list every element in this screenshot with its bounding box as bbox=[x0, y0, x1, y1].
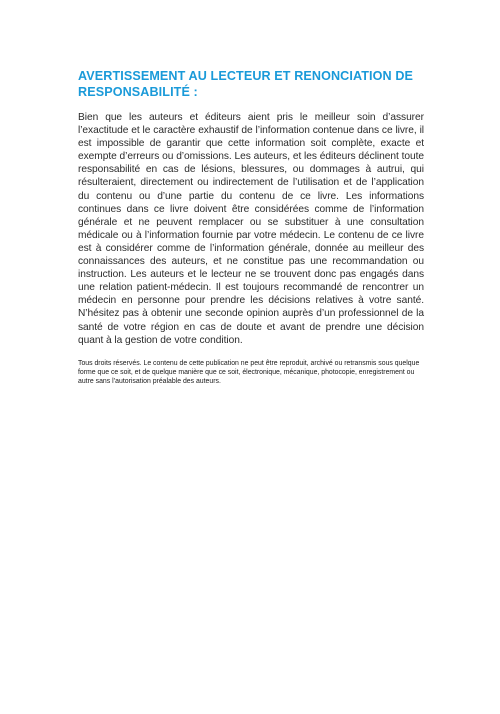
page-title: AVERTISSEMENT AU LECTEUR ET RENONCIATION DE RESPONSABILITÉ : bbox=[78, 69, 414, 99]
disclaimer-body: Bien que les auteurs et éditeurs aient pris le meilleur soin d’assurer l’exactitude et le caractère exhaustif de l’information contenue dans ce livre, il est impossible de garantir que cette information soit complète, exacte et exempte d’erreurs ou d’omissions. Les auteurs, et les éditeurs déclinent toute responsabilité en cas de lésions, blessures, ou dommages à autrui, qui résulteraient, directement ou indirectement de l’utilisation et de l’application du contenu ou d’une partie du contenu de ce livre. Les informations continues dans ce livre doivent être considérées comme de l’information générale et ne peuvent remplacer ou se substituer à une consultation médicale ou à l’information fournie par votre médecin. Le contenu de ce livre est à considérer comme de l’information générale, donnée au meilleur des connaissances des auteurs, et ne constitue pas une recommandation ou instruction. Les auteurs et le lecteur ne se trouvent donc pas engagés dans une relation patient-médecin. Il est toujours recommandé de rencontrer un médecin en personne pour prendre les décisions relatives à votre santé. N’hésitez pas à obtenir une seconde opinion auprès d’un professionnel de la santé de votre région en cas de doute et avant de prendre une décision quant à la gestion de votre condition. bbox=[78, 112, 424, 346]
copyright-notice: Tous droits réservés. Le contenu de cette publication ne peut être reproduit, archivé ou retransmis sous quelque forme que ce soit, et de quelque manière que ce soit, électronique, mécanique, photocopie, enregistrement ou autre sans l’autorisation préalable des auteurs. bbox=[78, 359, 420, 386]
disclaimer-page bbox=[78, 68, 424, 386]
